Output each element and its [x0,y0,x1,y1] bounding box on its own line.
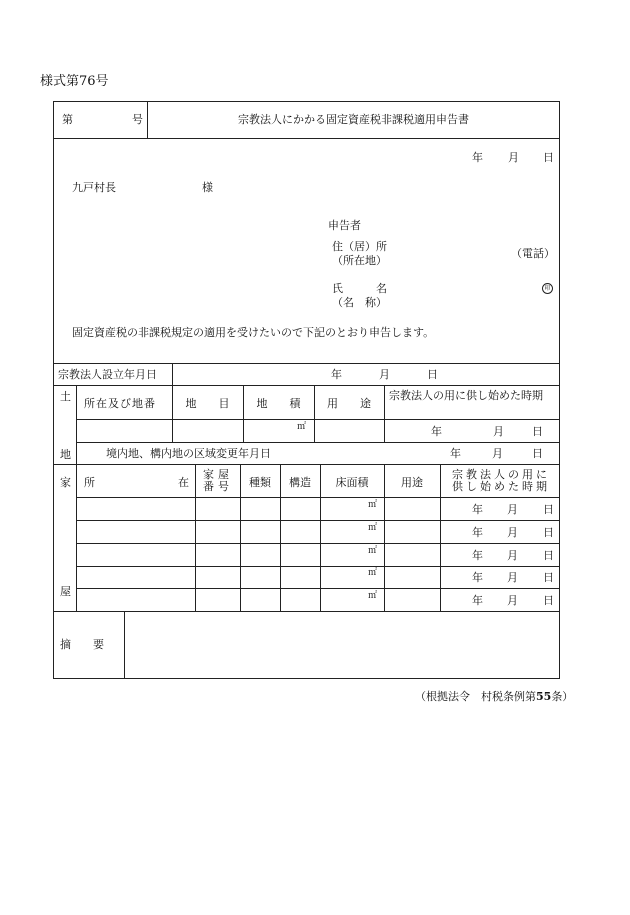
divider [76,497,560,498]
house-header-use: 用途 [401,476,423,489]
divider [172,385,173,442]
house-row-month: 月 [507,503,518,516]
land-header-start: 宗教法人の用に供し始めた時期 [389,389,543,402]
establish-day: 日 [427,368,438,381]
house-row-year: 年 [472,526,483,539]
divider [172,363,173,385]
land-header-area: 地 積 [256,397,301,410]
house-row-month: 月 [507,571,518,584]
house-row-area-unit: ㎡ [368,568,378,578]
land-change-label: 境内地、構内地の区域変更年月日 [106,447,271,460]
establish-label: 宗教法人設立年月日 [58,368,157,381]
land-change-month: 月 [492,447,503,460]
land-header-location: 所在及び地番 [84,397,156,410]
house-header-type: 種類 [249,476,271,489]
legal-basis-article: 55 [536,690,552,703]
house-header-number: 家屋番号 [203,468,233,493]
house-row-year: 年 [472,594,483,607]
house-row-year: 年 [472,549,483,562]
house-row-month: 月 [507,526,518,539]
land-side-label-bottom: 地 [60,448,71,461]
land-change-day: 日 [532,447,543,460]
date-month: 月 [508,151,519,164]
house-side-label-top: 家 [60,476,71,489]
divider [76,442,560,443]
applicant-phone-label: （電話） [511,247,555,260]
house-row-month: 月 [507,549,518,562]
house-row-day: 日 [543,549,554,562]
divider [53,363,560,364]
land-area-unit: ㎡ [297,422,307,432]
form-number: 様式第76号 [40,74,109,89]
remarks-label: 摘 要 [60,638,104,651]
divider [53,138,560,139]
applicant-address-sub: （所在地） [332,254,387,267]
house-header-floor-area: 床面積 [335,476,369,489]
house-header-location: 所 [84,476,95,489]
seal-mark: 印 [542,283,553,294]
legal-basis [415,690,573,703]
divider [76,588,560,589]
land-header-use: 用 途 [327,397,371,410]
date-day: 日 [543,151,554,164]
number-suffix: 号 [132,113,143,126]
divider [76,566,560,567]
establish-month: 月 [379,368,390,381]
applicant-name-label: 氏 名 [332,282,387,295]
house-header-structure: 構造 [289,476,311,489]
house-row-day: 日 [543,571,554,584]
divider [76,543,560,544]
house-row-day: 日 [543,526,554,539]
applicant-name-sub: （名 称） [332,296,387,309]
divider [76,385,77,611]
divider [124,611,125,679]
house-row-area-unit: ㎡ [368,500,378,510]
divider [243,385,244,442]
land-change-year: 年 [450,447,461,460]
divider [314,385,315,442]
house-row-month: 月 [507,594,518,607]
applicant-heading: 申告者 [328,219,361,232]
divider [384,385,385,442]
land-side-label-top: 土 [60,390,71,403]
house-row-area-unit: ㎡ [368,591,378,601]
house-row-day: 日 [543,594,554,607]
establish-year: 年 [331,368,342,381]
house-row-year: 年 [472,571,483,584]
divider [440,464,441,611]
number-label: 第 [62,113,73,126]
divider [76,419,560,420]
legal-basis-suffix: 条） [551,690,574,703]
divider [195,464,196,611]
applicant-address-label: 住（居）所 [332,240,387,253]
form-title: 宗教法人にかかる固定資産税非課税適用申告書 [238,113,469,126]
house-header-location-end: 在 [178,476,189,489]
legal-basis-prefix: （根拠法令 村税条例第 [415,690,536,703]
divider [53,611,560,612]
land-date-day: 日 [532,425,543,438]
house-row-day: 日 [543,503,554,516]
house-row-area-unit: ㎡ [368,523,378,533]
divider [53,385,560,386]
house-row-year: 年 [472,503,483,516]
land-date-month: 月 [493,425,504,438]
statement-text: 固定資産税の非課税規定の適用を受けたいので下記のとおり申告します。 [72,326,435,339]
house-row-area-unit: ㎡ [368,546,378,556]
house-header-start: 宗教法人の用に供し始めた時期 [452,468,550,493]
land-header-category: 地 目 [185,397,230,410]
land-date-year: 年 [431,425,442,438]
divider [76,520,560,521]
addressee-name: 九戸村長 [72,181,116,194]
date-year: 年 [472,151,483,164]
house-side-label-bottom: 屋 [60,585,71,598]
addressee-honorific: 様 [202,181,213,194]
divider [53,464,560,465]
